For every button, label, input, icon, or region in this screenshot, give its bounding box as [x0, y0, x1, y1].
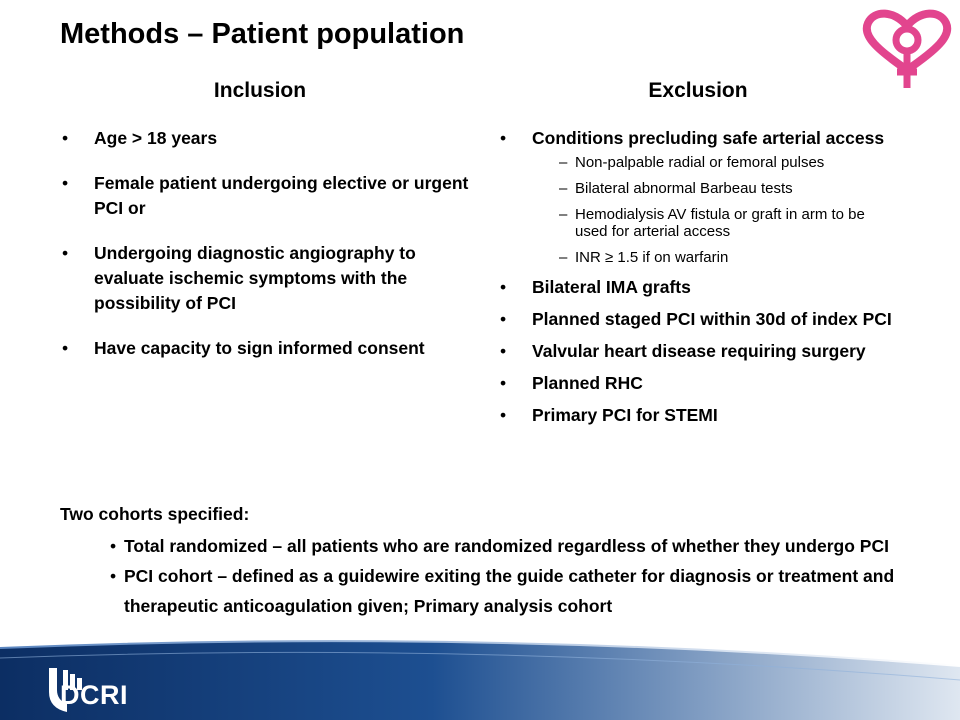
inclusion-item: • Female patient undergoing elective or urgent PCI or — [60, 171, 470, 221]
exclusion-item: • Primary PCI for STEMI — [498, 403, 898, 428]
cohorts-list — [108, 531, 928, 621]
exclusion-item: • Bilateral IMA grafts — [498, 275, 898, 300]
exclusion-subitem: – Hemodialysis AV fistula or graft in arm to be used for arterial access — [532, 206, 898, 240]
slide-title: Methods – Patient population — [60, 18, 465, 50]
inclusion-item: • Undergoing diagnostic angiography to evaluate ischemic symptoms with the possibility of PCI — [60, 241, 470, 316]
footer-band — [0, 628, 960, 720]
inclusion-item: • Have capacity to sign informed consent — [60, 336, 470, 361]
exclusion-subitem: – INR ≥ 1.5 if on warfarin — [532, 249, 898, 266]
exclusion-list — [498, 126, 898, 435]
exclusion-item: • Planned RHC — [498, 371, 898, 396]
exclusion-item-text: Conditions precluding safe arterial access — [532, 128, 885, 148]
heart-female-symbol-icon — [858, 6, 956, 90]
footer-org-name: DCRI — [60, 680, 128, 710]
exclusion-subitem: – Bilateral abnormal Barbeau tests — [532, 180, 898, 197]
exclusion-subitem: – Non-palpable radial or femoral pulses — [532, 154, 898, 171]
inclusion-list — [60, 126, 470, 381]
cohort-item: • PCI cohort – defined as a guidewire exiting the guide catheter for diagnosis or treatment and therapeutic anticoagulation given; Primary analysis cohort — [108, 561, 928, 621]
cohorts-heading: Two cohorts specified: — [60, 504, 250, 524]
inclusion-heading: Inclusion — [213, 79, 307, 102]
exclusion-item: • Valvular heart disease requiring surgery — [498, 339, 898, 364]
exclusion-heading: Exclusion — [648, 79, 748, 102]
inclusion-item: • Age > 18 years — [60, 126, 470, 151]
cohort-item: • Total randomized – all patients who are randomized regardless of whether they undergo PCI — [108, 531, 928, 561]
exclusion-item — [498, 126, 898, 266]
exclusion-item: • Planned staged PCI within 30d of index PCI — [498, 307, 898, 332]
exclusion-sublist — [532, 154, 898, 266]
